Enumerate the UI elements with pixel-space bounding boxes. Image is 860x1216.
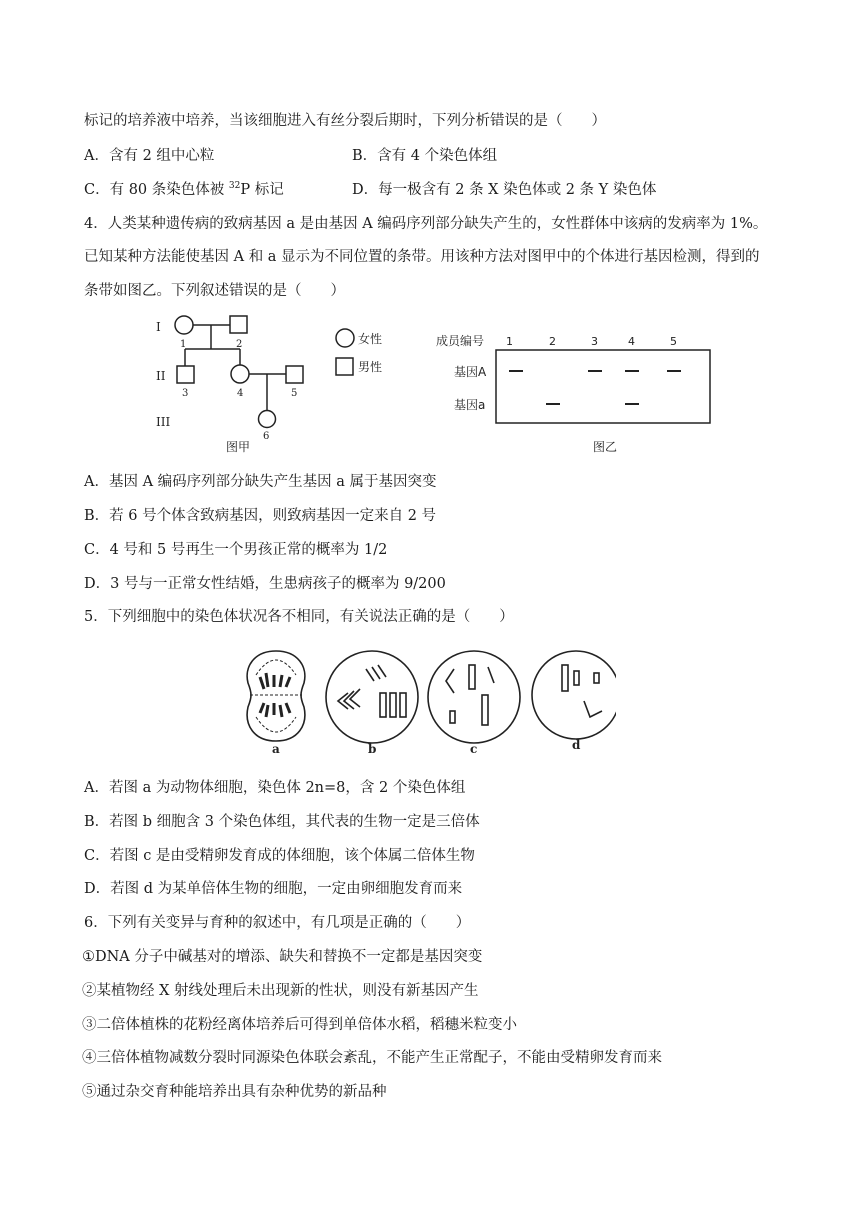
- q3-option-c: C．有 80 条染色体被 $^{32}$P 标记: [84, 181, 284, 198]
- cell-d: [532, 651, 616, 739]
- figure-caption-yi: 图乙: [593, 440, 618, 454]
- member-number-2: 2: [236, 339, 243, 350]
- gen-label-iii: III: [156, 415, 171, 429]
- cell-a: [247, 651, 305, 741]
- q6-item-5: ⑤通过杂交育种能培养出具有杂种优势的新品种: [82, 1084, 387, 1100]
- lane-label-5: 5: [670, 335, 677, 348]
- lane-label-3: 3: [591, 335, 598, 348]
- legend-male-icon: [336, 358, 353, 375]
- gel-figure: [432, 330, 714, 458]
- q5-option-b: B．若图 b 细胞含 3 个染色体组，其代表的生物一定是三倍体: [84, 814, 480, 830]
- member-number-5: 5: [291, 388, 298, 399]
- q5-option-a: A．若图 a 为动物体细胞，染色体 2n=8，含 2 个染色体组: [84, 780, 466, 796]
- q6-stem: 6．下列有关变异与育种的叙述中，有几项是正确的（ ）: [84, 915, 471, 931]
- pedigree-male-2: [230, 316, 247, 333]
- cell-label-d: d: [572, 738, 581, 752]
- q4-option-a: A．基因 A 编码序列部分缺失产生基因 a 属于基因突变: [84, 474, 437, 490]
- q5-option-d: D．若图 d 为某单倍体生物的细胞，一定由卵细胞发育而来: [84, 881, 463, 897]
- q4-option-b: B．若 6 号个体含致病基因，则致病基因一定来自 2 号: [84, 508, 437, 524]
- q4-stem-line3: 条带如图乙。下列叙述错误的是（ ）: [84, 283, 345, 299]
- cell-label-a: a: [272, 742, 280, 756]
- member-number-6: 6: [263, 431, 270, 442]
- cell-label-c: c: [470, 742, 478, 756]
- pedigree-male-3: [177, 366, 194, 383]
- member-number-3: 3: [182, 388, 189, 399]
- cells-figure: [236, 645, 616, 757]
- row-label-gene-a-dominant: 基因A: [454, 365, 487, 379]
- lane-label-4: 4: [628, 335, 635, 348]
- q6-item-3: ③二倍体植株的花粉经离体培养后可得到单倍体水稻，稻穗米粒变小: [82, 1017, 517, 1033]
- pedigree-female-6: [259, 411, 276, 428]
- q6-item-4: ④三倍体植物减数分裂时同源染色体联会紊乱，不能产生正常配子，不能由受精卵发育而来: [82, 1050, 662, 1066]
- lane-label-2: 2: [549, 335, 556, 348]
- cell-b: [326, 651, 418, 743]
- gen-label-i: I: [156, 320, 161, 334]
- gen-label-ii: II: [156, 369, 166, 383]
- pedigree-female-1: [175, 316, 193, 334]
- q4-stem-line2: 已知某种方法能使基因 A 和 a 显示为不同位置的条带。用该种方法对图甲中的个体进行基因检测，得到的: [84, 249, 760, 265]
- q6-item-1: ①DNA 分子中碱基对的增添、缺失和替换不一定都是基因突变: [82, 949, 483, 965]
- q3-option-a: A．含有 2 组中心粒: [84, 148, 215, 164]
- q5-option-c: C．若图 c 是由受精卵发育成的体细胞，该个体属二倍体生物: [84, 848, 475, 864]
- q3-option-d: D．每一极含有 2 条 X 染色体或 2 条 Y 染色体: [352, 182, 657, 198]
- cell-c: [428, 651, 520, 743]
- q4-stem-line1: 4．人类某种遗传病的致病基因 a 是由基因 A 编码序列部分缺失产生的，女性群体中该病的发病率为 1%。: [84, 216, 768, 232]
- cell-label-b: b: [368, 742, 377, 756]
- gel-header: 成员编号: [436, 334, 485, 348]
- q3-stem-tail: 标记的培养液中培养，当该细胞进入有丝分裂后期时，下列分析错误的是（ ）: [84, 113, 606, 129]
- member-number-1: 1: [180, 339, 187, 350]
- row-label-gene-a-recessive: 基因a: [454, 398, 486, 412]
- q4-option-d: D．3 号与一正常女性结婚，生患病孩子的概率为 9/200: [84, 576, 446, 592]
- figure-caption-jia: 图甲: [226, 440, 251, 454]
- q3-option-b: B．含有 4 个染色体组: [352, 148, 498, 164]
- q4-option-c: C．4 号和 5 号再生一个男孩正常的概率为 1/2: [84, 542, 388, 558]
- legend-female-icon: [336, 329, 354, 347]
- pedigree-figure: [140, 305, 440, 460]
- legend-female-label: 女性: [358, 332, 383, 346]
- q5-stem: 5．下列细胞中的染色体状况各不相同，有关说法正确的是（ ）: [84, 609, 514, 625]
- q6-item-2: ②某植物经 X 射线处理后未出现新的性状，则没有新基因产生: [82, 983, 479, 999]
- member-number-4: 4: [237, 388, 244, 399]
- pedigree-female-4: [231, 365, 249, 383]
- pedigree-male-5: [286, 366, 303, 383]
- gel-frame: [496, 350, 710, 423]
- lane-label-1: 1: [506, 335, 513, 348]
- legend-male-label: 男性: [358, 360, 383, 374]
